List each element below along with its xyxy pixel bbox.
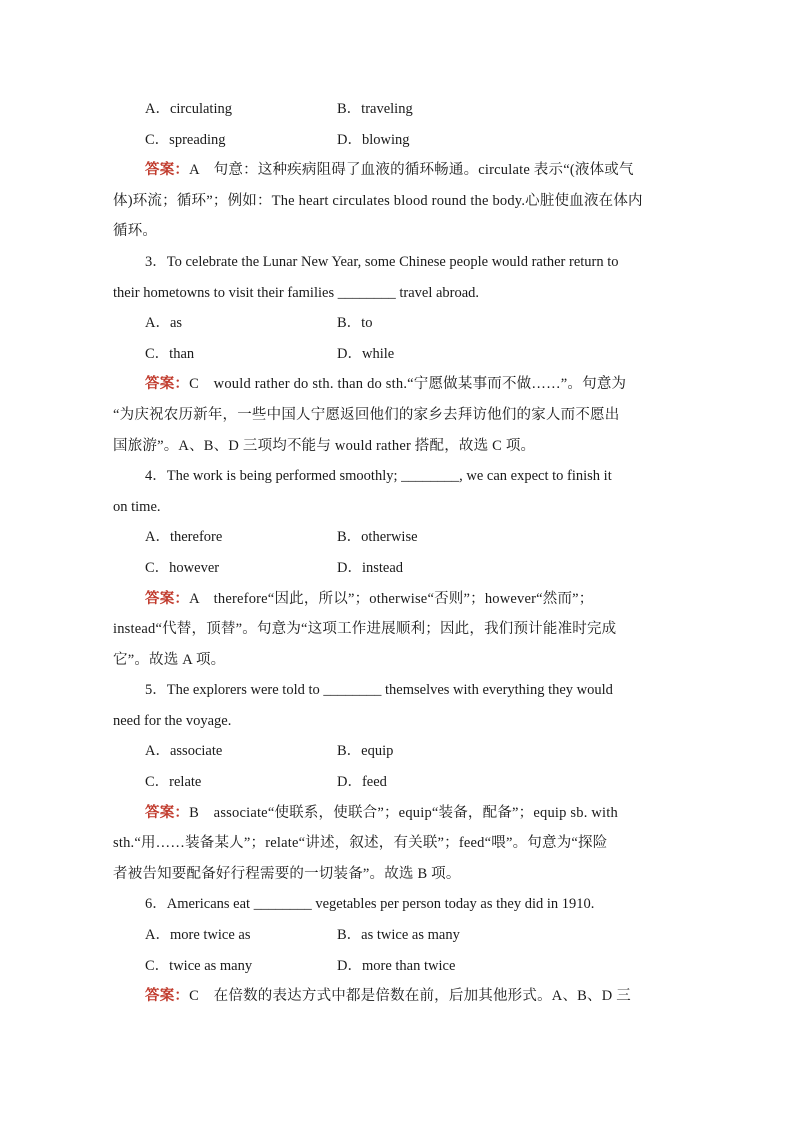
q4-answer-line-2: instead“代替，顶替”。句意为“这项工作进展顺利；因此，我们预计能准时完成 bbox=[113, 621, 617, 638]
q2-options-row-2 bbox=[113, 125, 681, 156]
answer-label: 答案： bbox=[145, 162, 190, 179]
q3-answer-text-1: C would rather do sth. than do sth.“宁愿做某事而不做……”。句意为 bbox=[189, 376, 627, 393]
q3-stem-line-1: 3．To celebrate the Lunar New Year, some Chinese people would rather return to bbox=[145, 253, 619, 270]
q5-option-d: D．feed bbox=[337, 774, 387, 791]
answer-label: 答案： bbox=[145, 804, 190, 821]
q2-option-c: C．spreading bbox=[145, 131, 226, 148]
q5-option-a: A．associate bbox=[145, 743, 223, 760]
q3-option-b: B．to bbox=[337, 315, 373, 332]
q6-options-row-2 bbox=[113, 951, 681, 982]
answer-label: 答案： bbox=[145, 590, 190, 607]
q4-stem-line-2: on time. bbox=[113, 498, 161, 515]
q5-option-c: C．relate bbox=[145, 774, 202, 791]
q3-options-row-2 bbox=[113, 339, 681, 370]
q5-options-row-2 bbox=[113, 767, 681, 798]
q3-answer-line-1 bbox=[113, 369, 681, 400]
q4-option-b: B．otherwise bbox=[337, 529, 418, 546]
q4-options-row-2 bbox=[113, 553, 681, 584]
q4-options-row-1 bbox=[113, 522, 681, 553]
q5-answer-line-3: 者被告知要配备好行程需要的一切装备”。故选 B 项。 bbox=[113, 865, 461, 882]
q3-option-c: C．than bbox=[145, 345, 195, 362]
q4-stem-line-1: 4．The work is being performed smoothly; ________, we can expect to finish it bbox=[145, 468, 612, 485]
q6-option-d: D．more than twice bbox=[337, 957, 456, 974]
answer-label: 答案： bbox=[145, 988, 190, 1005]
q2-answer-line-1 bbox=[113, 155, 681, 186]
q3-answer-line-2: “为庆祝农历新年，一些中国人宁愿返回他们的家乡去拜访他们的家人而不愿出 bbox=[113, 406, 620, 423]
q6-option-c: C．twice as many bbox=[145, 957, 253, 974]
q6-answer-line-1 bbox=[113, 981, 681, 1012]
q5-stem-line-2: need for the voyage. bbox=[113, 712, 232, 729]
q2-answer-line-3: 循环。 bbox=[113, 223, 158, 240]
q3-option-a: A．as bbox=[145, 315, 183, 332]
q3-option-d: D．while bbox=[337, 345, 395, 362]
q5-answer-line-1 bbox=[113, 798, 681, 829]
q6-stem-line-1: 6．Americans eat ________ vegetables per person today as they did in 1910. bbox=[145, 896, 595, 913]
q3-stem-line-2: their hometowns to visit their families ________ travel abroad. bbox=[113, 284, 480, 301]
q5-stem-line-1: 5．The explorers were told to ________ themselves with everything they would bbox=[145, 682, 613, 699]
q5-options-row-1 bbox=[113, 736, 681, 767]
q2-option-b: B．traveling bbox=[337, 101, 413, 117]
q2-option-a: A．circulating bbox=[145, 101, 232, 117]
q6-option-a: A．more twice as bbox=[145, 927, 251, 944]
q2-answer-text-1: A 句意：这种疾病阻碍了血液的循环畅通。circulate 表示“(液体或气 bbox=[189, 162, 634, 179]
q4-option-c: C．however bbox=[145, 559, 220, 576]
q4-option-a: A．therefore bbox=[145, 529, 223, 546]
q6-answer-text-1: C 在倍数的表达方式中都是倍数在前，后加其他形式。A、B、D 三 bbox=[189, 988, 631, 1005]
q2-options-row-1 bbox=[113, 94, 681, 125]
q4-option-d: D．instead bbox=[337, 559, 404, 576]
q3-options-row-1 bbox=[113, 308, 681, 339]
q6-options-row-1 bbox=[113, 920, 681, 951]
q4-answer-line-1 bbox=[113, 584, 681, 615]
document-page bbox=[113, 94, 681, 1012]
q5-answer-line-2: sth.“用……装备某人”；relate“讲述，叙述，有关联”；feed“喂”。句意为“探险 bbox=[113, 835, 608, 852]
q2-option-d: D．blowing bbox=[337, 131, 410, 148]
q4-answer-text-1: A therefore“因此，所以”；otherwise“否则”；however“然而”； bbox=[189, 590, 594, 607]
q5-answer-text-1: B associate“使联系，使联合”；equip“装备，配备”；equip sb. with bbox=[189, 804, 618, 821]
answer-label: 答案： bbox=[145, 376, 190, 393]
q4-answer-line-3: 它”。故选 A 项。 bbox=[113, 651, 226, 668]
q3-answer-line-3: 国旅游”。A、B、D 三项均不能与 would rather 搭配，故选 C 项。 bbox=[113, 437, 536, 454]
q2-answer-line-2: 体)环流；循环”；例如：The heart circulates blood round the body.心脏使血液在体内 bbox=[113, 192, 643, 209]
q5-option-b: B．equip bbox=[337, 743, 394, 760]
q6-option-b: B．as twice as many bbox=[337, 927, 460, 944]
